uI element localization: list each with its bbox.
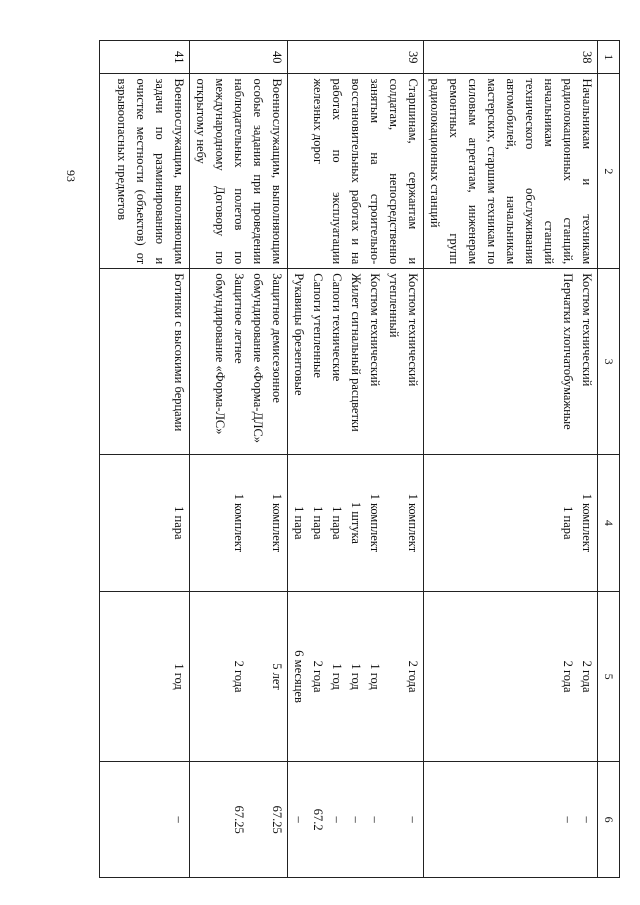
row-category: Военнослужащим, выполняющим особые задания при проведении наблюдательных полетов по международному Договору по открытому небу (190, 74, 288, 269)
row-category: Начальникам и техникам радиолокационных станций, начальникам станций технического обслуживания автомобилей, начальникам мастерских, старшим техникам по силовым агрегатам, инженерам ремонтных групп радиолокационных станций (424, 74, 598, 269)
row-items: Костюм технический Перчатки хлопчатобумажные (424, 269, 598, 455)
row-quantity: 1 комплект 1 пара (424, 454, 598, 591)
row-number: 40 (190, 41, 288, 74)
row-term: 5 лет 2 года (190, 591, 288, 761)
row-quantity: 1 комплект 1 комплект 1 штука 1 пара 1 пара 1 пара (288, 454, 424, 591)
row-number: 38 (424, 41, 598, 74)
header-col-3: 3 (598, 269, 620, 455)
row-category: Военнослужащим, выполняющим задачи по разминированию и очистке местности (объектов) от взрывоопасных предметов (100, 74, 190, 269)
header-col-2: 2 (598, 74, 620, 269)
row-price: – (100, 762, 190, 878)
row-price: 67.25 67.25 (190, 762, 288, 878)
table-row (288, 41, 424, 878)
row-number: 39 (288, 41, 424, 74)
row-items: Ботинки с высокими берцами (100, 269, 190, 455)
row-term: 2 года 2 года (424, 591, 598, 761)
equipment-norms-table (99, 40, 620, 878)
row-category: Старшинам, сержантам и солдатам, непосредственно занятым на строительно-восстановительных работах и на работах по эксплуатации железных дорог (288, 74, 424, 269)
row-term: 2 года 1 год 1 год 1 год 2 года 6 месяцев (288, 591, 424, 761)
table-row (424, 41, 598, 878)
table-row (190, 41, 288, 878)
row-quantity: 1 комплект 1 комплект (190, 454, 288, 591)
header-col-4: 4 (598, 454, 620, 591)
header-col-5: 5 (598, 591, 620, 761)
header-col-1: 1 (598, 41, 620, 74)
row-number: 41 (100, 41, 190, 74)
row-price: – – – – 67.2 – (288, 762, 424, 878)
header-row (598, 41, 620, 878)
page-number: 93 (64, 170, 78, 182)
row-items: Костюм технический утепленный Костюм технический Жилет сигнальный расцветки Сапоги технические Сапоги утепленные Рукавицы брезентовые (288, 269, 424, 455)
row-price: – – (424, 762, 598, 878)
table-row (100, 41, 190, 878)
row-items: Защитное демисезонное обмундирование «Форма-ДЛС» Защитное летнее обмундирование «Форма-ЛС» (190, 269, 288, 455)
header-col-6: 6 (598, 762, 620, 878)
row-term: 1 год (100, 591, 190, 761)
row-quantity: 1 пара (100, 454, 190, 591)
